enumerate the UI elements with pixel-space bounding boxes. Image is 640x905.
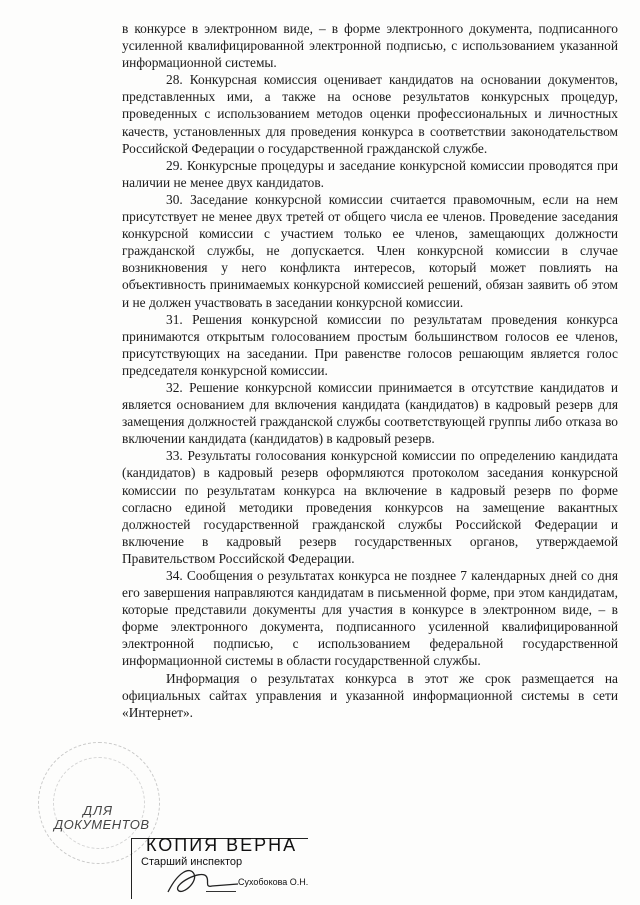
paragraph-continuation: в конкурсе в электронном виде, – в форме электронного документа, подписанного усиленной квалифицированной электронной подписью, с использованием указанной информационной системы. xyxy=(122,21,618,71)
document-body xyxy=(122,20,618,721)
paragraph-28: 28. Конкурсная комиссия оценивает кандидатов на основании документов, представленных ими, а также на основе результатов конкурсных процедур, проведенных с использованием методов оценки профессиональных и личностных качеств, установленных для проведения конкурса в соответствии законодательством Российской Федерации о государственной гражданской службе. xyxy=(122,72,618,156)
stamp-name: Сухобокова О.Н. xyxy=(238,877,309,887)
paragraph-32: 32. Решение конкурсной комиссии принимается в отсутствие кандидатов и является основанием для включения кандидата (кандидатов) в кадровый резерв для замещения должностей гражданской службы соответствующей группы либо отказа во включении кандидата (кандидатов) в кадровый резерв. xyxy=(122,379,618,447)
stamp-role: Старший инспектор xyxy=(141,856,243,868)
paragraph-31: 31. Решения конкурсной комиссии по результатам проведения конкурса принимаются открытым голосованием простым большинством голосов ее членов, присутствующих на заседании. При равенстве голосов решающим является голос председателя конкурсной комиссии. xyxy=(122,311,618,378)
signature-line xyxy=(206,891,236,892)
paragraph-34: 34. Сообщения о результатах конкурса не позднее 7 календарных дней со дня его завершения направляются кандидатам в письменной форме, при этом кандидатам, которые представили документы для участия в конкурсе в электронном виде, – в форме электронного документа, подписанного усиленной квалифицированной электронной подписью, с использованием федеральной государственной информационной системы в области государственной службы. xyxy=(122,568,618,669)
paragraph-29: 29. Конкурсные процедуры и заседание конкурсной комиссии проводятся при наличии не менее двух кандидатов. xyxy=(122,157,618,190)
paragraph-info: Информация о результатах конкурса в этот же срок размещается на официальных сайтах управления и указанной информационной системы в сети «Интернет». xyxy=(122,670,618,720)
paragraph-30: 30. Заседание конкурсной комиссии считается правомочным, если на нем присутствует не менее двух третей от общего числа ее членов. Проведение заседания конкурсной комиссии с участием только ее членов, замещающих должности гражданской службы, не допускается. Член конкурсной комиссии в случае возникновения у него конфликта интересов, который может повлиять на объективность принимаемых конкурсной комиссией решений, обязан заявить об этом и не должен участвовать в заседании конкурсной комиссии. xyxy=(122,191,618,310)
stamp-text-dokumentov: ДОКУМЕНТОВ xyxy=(54,817,150,832)
signature-icon xyxy=(160,862,240,902)
paragraph-33: 33. Результаты голосования конкурсной комиссии по определению кандидата (кандидатов) в кадровый резерв оформляются протоколом заседания конкурсной комиссии по результатам конкурса на включение в кадровый резерв по форме согласно единой методики проведения конкурсов на замещение вакантных должностей государственной гражданской службы Российской Федерации и включение в кадровый резерв государственных органов, утверждаемой Правительством Российской Федерации. xyxy=(122,448,618,566)
stamp-text-dlya: ДЛЯ xyxy=(83,803,113,818)
stamp-title: КОПИЯ ВЕРНА xyxy=(146,835,298,855)
